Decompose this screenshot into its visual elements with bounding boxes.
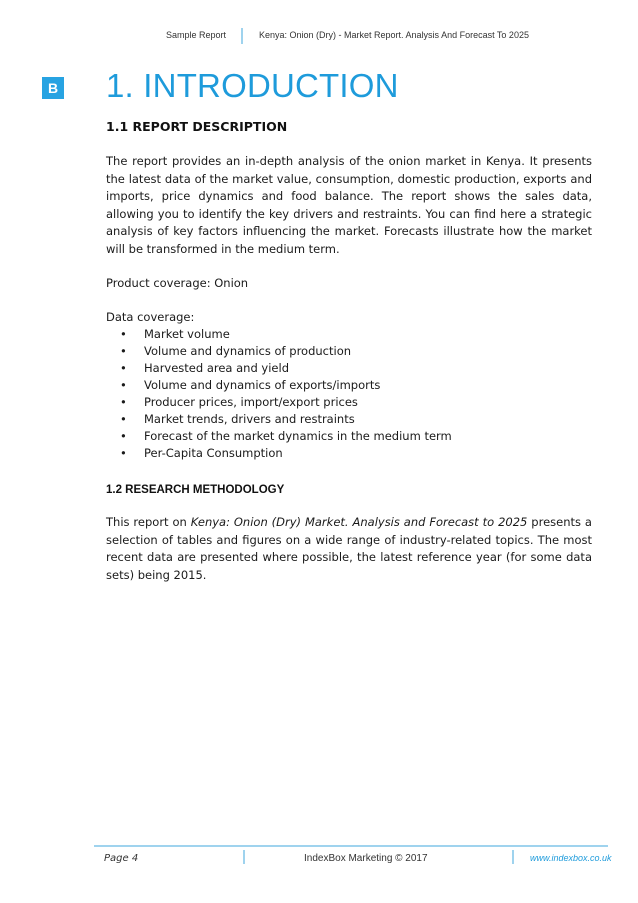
- footer-separator: [512, 850, 514, 864]
- list-item: • Forecast of the market dynamics in the medium term: [120, 429, 452, 443]
- list-item: • Per-Capita Consumption: [120, 446, 283, 460]
- section-report-description: [106, 119, 592, 462]
- list-item: • Market volume: [120, 327, 230, 341]
- report-title-italic: Kenya: Onion (Dry) Market. Analysis and Forecast to 2025: [190, 515, 528, 529]
- list-item: • Market trends, drivers and restraints: [120, 412, 355, 426]
- product-coverage: Product coverage: Onion: [106, 276, 249, 290]
- page-number: Page 4: [104, 853, 139, 864]
- chapter-badge-icon: B: [42, 77, 64, 99]
- list-item: • Volume and dynamics of production: [120, 344, 352, 358]
- bullet-icon: •: [120, 327, 127, 341]
- list-item: • Producer prices, import/export prices: [120, 395, 358, 409]
- footer-rule: [94, 845, 608, 847]
- header-right-text: Kenya: Onion (Dry) - Market Report. Analysis And Forecast To 2025: [259, 30, 529, 40]
- bullet-icon: •: [120, 378, 127, 392]
- section-heading: 1.1 REPORT DESCRIPTION: [106, 119, 288, 134]
- footer-separator: [243, 850, 245, 864]
- description-paragraph: The report provides an in-depth analysis of the onion market in Kenya. It presents the latest data of the market value, consumption, domestic production, exports and imports, price dynamics and food balance. The report shows the sales data, allowing you to identify the key drivers and restraints. You can find here a strategic analysis of key factors influencing the market. Forecasts illustrate how the market will be transformed in the medium term.: [106, 154, 592, 256]
- data-coverage-label: Data coverage:: [106, 309, 195, 324]
- list-item: • Harvested area and yield: [120, 361, 289, 375]
- bullet-icon: •: [120, 361, 127, 375]
- page-title: 1. INTRODUCTION: [106, 67, 399, 104]
- methodology-paragraph: This report on Kenya: Onion (Dry) Market. Analysis and Forecast to 2025 presents a selection of tables and figures on a wide range of industry-related topics. The most recent data are presented where possible, the latest reference year (for some data sets) being 2015.: [106, 515, 592, 582]
- list-item: • Volume and dynamics of exports/imports: [120, 378, 381, 392]
- header-left-text: Sample Report: [166, 30, 227, 40]
- section-research-methodology: [106, 484, 592, 584]
- data-coverage-list: [106, 326, 592, 462]
- footer-copyright: IndexBox Marketing © 2017: [304, 853, 428, 864]
- bullet-icon: •: [120, 395, 127, 409]
- bullet-icon: •: [120, 446, 127, 460]
- bullet-icon: •: [120, 344, 127, 358]
- footer-website-link[interactable]: www.indexbox.co.uk: [530, 853, 612, 863]
- bullet-icon: •: [120, 412, 127, 426]
- header-separator: [241, 28, 243, 44]
- bullet-icon: •: [120, 429, 127, 443]
- section-heading: 1.2 RESEARCH METHODOLOGY: [106, 484, 285, 496]
